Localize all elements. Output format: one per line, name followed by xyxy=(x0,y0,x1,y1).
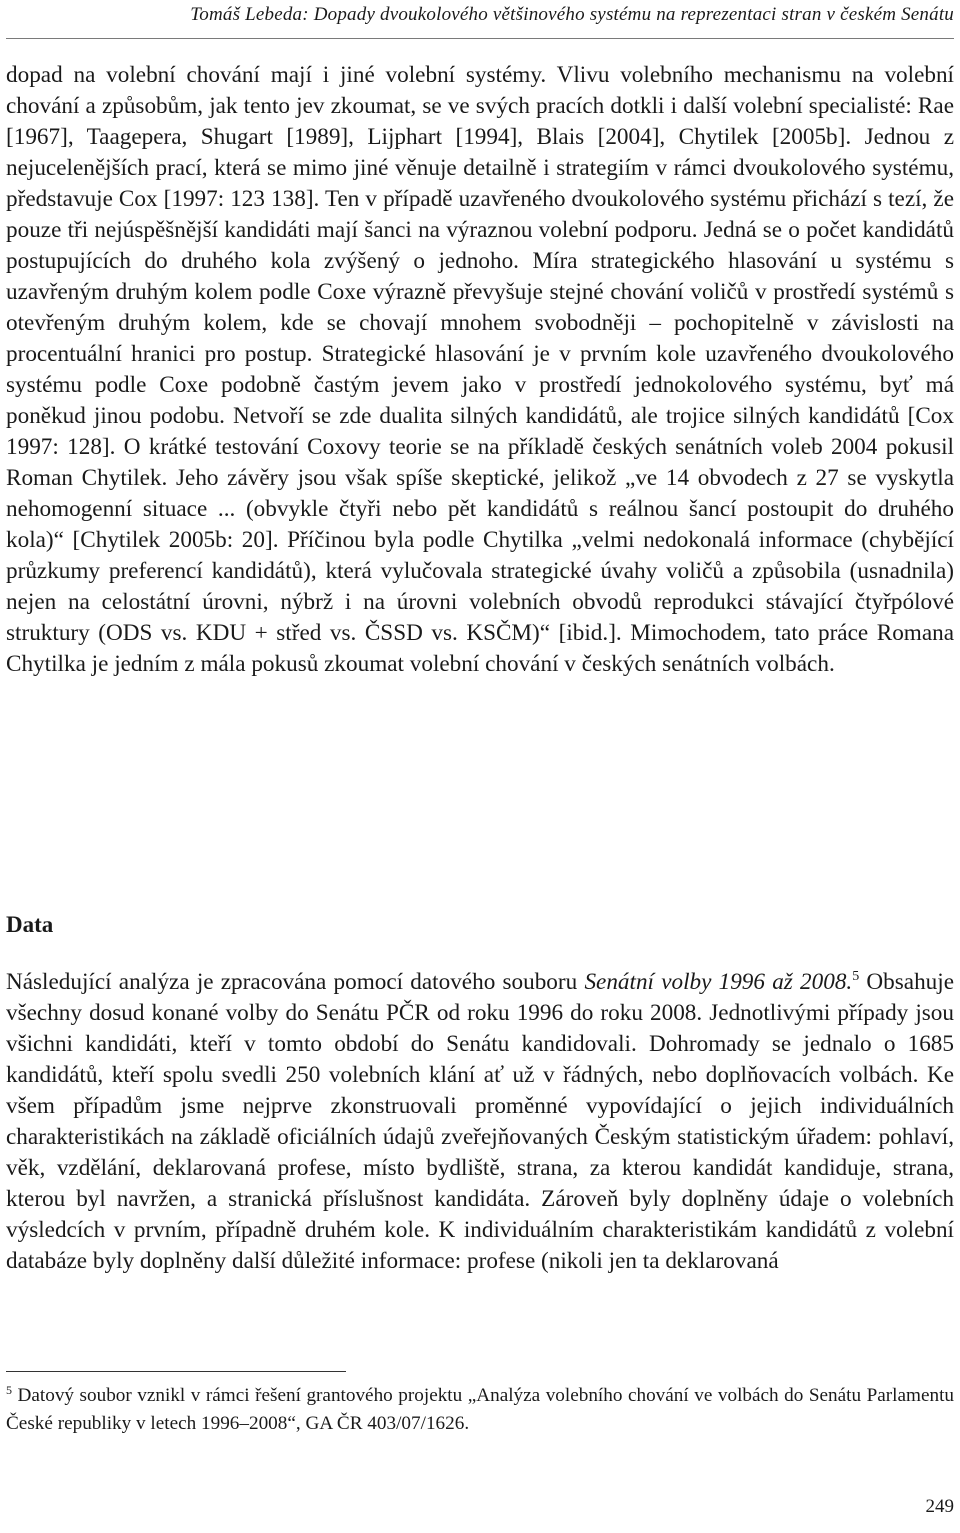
footnote-text: Datový soubor vznikl v rámci řešení grantového projektu „Analýza volebního chování ve volbách do Senátu Parlamentu České republiky v letech 1996–2008“, GA ČR 403/07/1626. xyxy=(6,1385,954,1434)
footnote-divider xyxy=(6,1371,346,1372)
footnote xyxy=(6,1382,954,1438)
paragraph-lead: Následující analýza je zpracována pomocí datového souboru xyxy=(6,969,585,995)
paragraph-rest: Obsahuje všechny dosud konané volby do Senátu PČR od roku 1996 do roku 2008. Jednotlivými případy jsou všichni kandidáti, kteří v tomto období do Senátu kandidovali. Dohromady se jednalo o 1685 kandidátů, kteří spolu svedli 250 volebních klání ať už v řádných, nebo doplňovacích volbách. Ke všem případům jsme nejprve zkonstruovali proměnné vypovídající o jejich individuálních charakteristikách na základě oficiálních údajů zveřejňovaných Českým statistickým úřadem: pohlaví, věk, vzdělání, deklarovaná profese, místo bydliště, strana, za kterou kandidát kandiduje, strana, kterou byl navržen, a stranická příslušnost kandidáta. Zároveň byly doplněny údaje o volebních výsledcích v prvním, případně druhém kole. K individuálním charakteristikám kandidátů z volební databáze byly doplněny další důležité informace: profese (nikoli jen ta deklarovaná xyxy=(6,969,955,1274)
footnote-reference[interactable]: 5 xyxy=(852,969,860,984)
paragraph-text: dopad na volební chování mají i jiné volební systémy. Vlivu volebního mechanismu na volební chování a způsobům, jak tento jev zkoumat, se ve svých pracích dotkli i další volební specialisté: Rae [1967], Taagepera, Shugart [1989], Lijphart [1994], Blais [2004], Chytilek [2005b]. Jednou z nejucelenějších prací, která se mimo jiné věnuje detailně i strategiím v rámci dvoukolového systému, představuje Cox [1997: 123 138]. Ten v případě uzavřeného dvoukolového systému přichází s tezí, že pouze tři nejúspěšnější kandidáti mají šanci na výraznou volební podporu. Jedná se o počet kandidátů postupujících do druhého kola zvýšený o jednoho. Míra strategického hlasování u systému s uzavřeným druhým kolem podle Coxe výrazně převyšuje stejné chování voličů v prostředí systémů s otevřeným druhým kolem, kde se chovají mnohem svobodněji – pochopitelně v závislosti na procentuální hranici pro postup. Strategické hlasování je v prvním kole uzavřeného dvoukolového systému podle Coxe podobně častým jevem jako v prostředí jednokolového systému, byť má poněkud jinou podobu. Netvoří se zde dualita silných kandidátů, ale trojice silných kandidátů [Cox 1997: 128]. O krátké testování Coxovy teorie se na příkladě českých senátních voleb 2004 pokusil Roman Chytilek. Jeho závěry jsou však spíše skeptické, jelikož „ve 14 obvodech z 27 se vyskytla nehomogenní situace ... (obvykle čtyři nebo pět kandidátů s reálnou šancí postoupit do druhého kola)“ [Chytilek 2005b: 20]. Příčinou byla podle Chytilka „velmi nedokonalá informace (chybějící průzkumy preferencí kandidátů), která vylučovala strategické úvahy voličů a způsobila (usnadnila) nejen na celostátní úrovni, nýbrž i na úrovni volebních obvodů reprodukci stávající čtyřpólové struktury (ODS vs. KDU + střed vs. ČSSD vs. KSČM)“ [ibid.]. Mimochodem, tato práce Romana Chytilka je jedním z mála pokusů zkoumat volební chování v českých senátních volbách. xyxy=(6,62,954,677)
section-heading: Data xyxy=(6,912,54,937)
footnote-number: 5 xyxy=(6,1383,12,1397)
page-number: 249 xyxy=(925,1496,954,1517)
body-paragraph xyxy=(6,967,954,1277)
paragraph-text xyxy=(6,967,954,1277)
body-paragraph xyxy=(6,60,954,680)
dataset-title: Senátní volby 1996 až 2008. xyxy=(584,969,853,995)
running-head: Tomáš Lebeda: Dopady dvoukolového většinového systému na reprezentaci stran v českém Senátu xyxy=(6,2,954,39)
